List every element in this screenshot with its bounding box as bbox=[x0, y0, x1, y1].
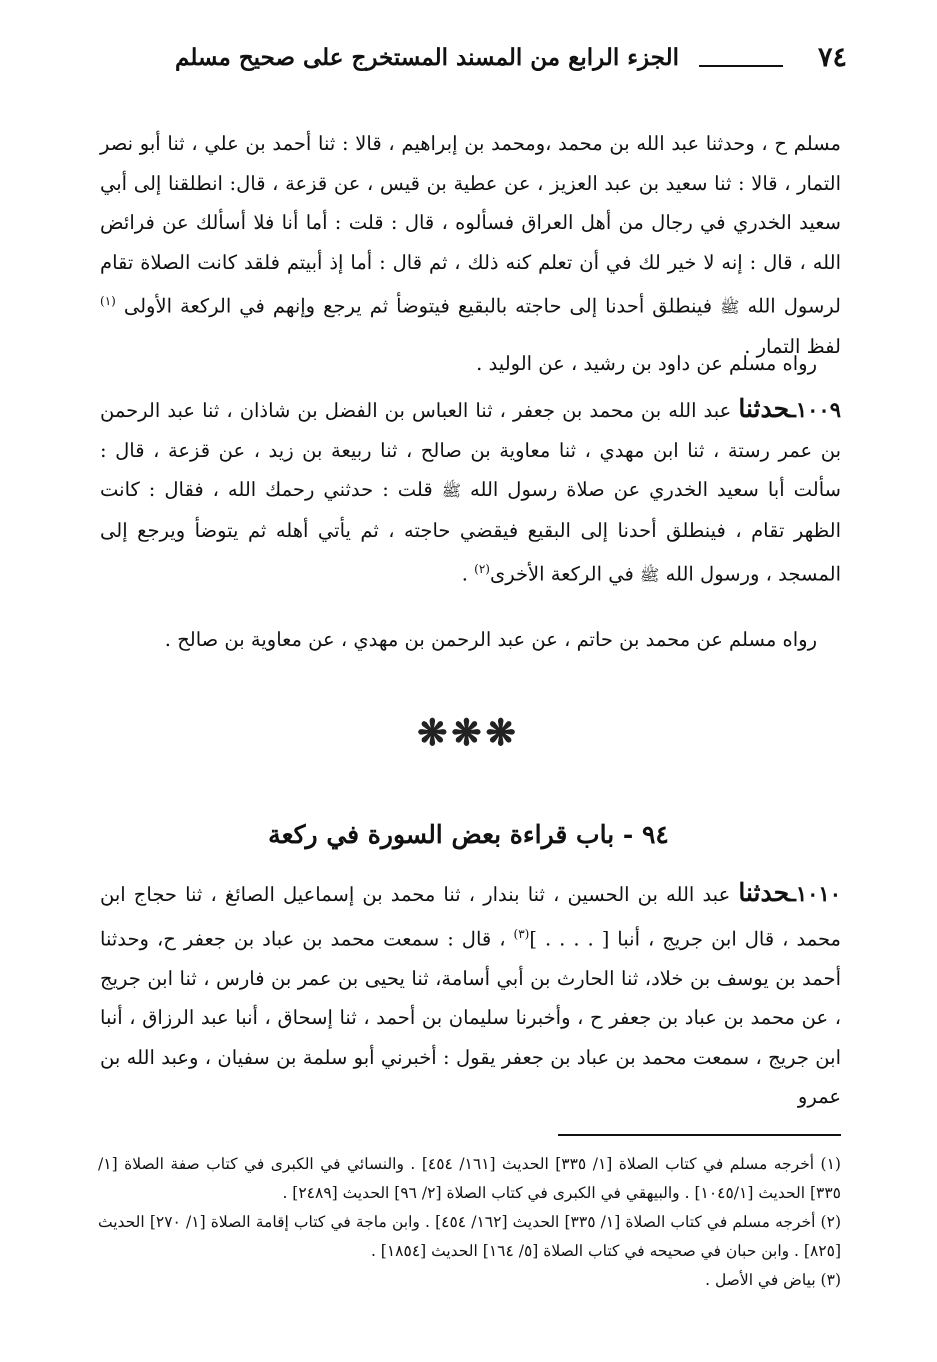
hadith-1010 bbox=[100, 873, 841, 1117]
hadith-text: . bbox=[461, 562, 468, 586]
footnote-ref-1[interactable]: (١) bbox=[100, 294, 116, 308]
footnote-2: (٢) أخرجه مسلم في كتاب الصلاة [١/ ٣٣٥] الحديث [١٦٢/ ٤٥٤] . وابن ماجة في كتاب إقامة الصلاة [١/ ٢٧٠] الحديث [٨٢٥] . وابن حبان في صحيحه في كتاب الصلاة [٥/ ١٦٤] الحديث [١٨٥٤] . bbox=[98, 1213, 841, 1260]
salla-ligature: ﷺ bbox=[640, 565, 660, 585]
hadith-text: عبد الله بن محمد بن جعفر ، ثنا العباس بن الفضل بن شاذان ، ثنا عبد الرحمن بن عمر رستة ، ثنا ابن مهدي ، ثنا معاوية بن صالح ، ثنا ربيعة بن زيد ، عن قزعة ، قال : سألت أبا سعيد الخدري عن صلاة رسول الله bbox=[100, 399, 842, 501]
hadith-text: في الركعة الأخرى bbox=[489, 562, 634, 586]
hadith-number: ١٠٠٩ـ bbox=[789, 397, 841, 422]
hadith-text: لفظ التمار . bbox=[744, 335, 841, 358]
hadith-text: قلت : حدثني رحمك الله ، فقال : كانت الظهر تقام ، فينطلق أحدنا إلى البقيع فيقضي حاجته ، ثم يأتي أهله ثم يتوضأ ويرجع إلى المسجد ، ورسول الله bbox=[100, 478, 841, 586]
hadith-1008-tail bbox=[100, 124, 841, 367]
footnotes bbox=[98, 1150, 841, 1295]
page-number: ٧٤ bbox=[817, 42, 847, 73]
hadith-text: عبد الله بن الحسين ، ثنا بندار ، ثنا محمد بن إسماعيل الصائغ ، ثنا حجاج ابن محمد ، قال ابن جريج ، أنبا [ . . . . ] bbox=[100, 883, 842, 950]
footnote-rule bbox=[558, 1134, 841, 1136]
haddathana-word: حدثنا bbox=[738, 878, 790, 907]
book-title: الجزء الرابع من المسند المستخرج على صحيح مسلم bbox=[175, 44, 679, 71]
hadith-1009 bbox=[100, 389, 841, 595]
footnote-3: (٣) بياض في الأصل . bbox=[705, 1271, 841, 1289]
hadith-text: فينطلق أحدنا إلى حاجته بالبقيع فيتوضأ ثم يرجع وإنهم في الركعة الأولى bbox=[123, 294, 713, 318]
haddathana-word: حدثنا bbox=[738, 394, 790, 423]
section-separator-stars: ❋❋❋ bbox=[417, 712, 520, 754]
footnote-1: (١) أخرجه مسلم في كتاب الصلاة [١/ ٣٣٥] الحديث [١٦١/ ٤٥٤] . والنسائي في الكبرى في كتاب صفة الصلاة [١/ ٣٣٥] الحديث [١٠٤٥/١] . والبيهقي في الكبرى في كتاب الصلاة [٢/ ٩٦] الحديث [٢٤٨٩] . bbox=[98, 1155, 841, 1202]
attribution-line: رواه مسلم عن داود بن رشيد ، عن الوليد . bbox=[476, 352, 817, 375]
footnote-ref-2[interactable]: (٢) bbox=[474, 562, 490, 576]
chapter-heading: ٩٤ - باب قراءة بعض السورة في ركعة bbox=[268, 820, 669, 849]
footnote-ref-3[interactable]: (٣) bbox=[513, 926, 530, 941]
hadith-text: ، قال : سمعت محمد بن عباد بن جعفر ح، وحدثنا أحمد بن يوسف بن خلاد، ثنا الحارث بن أبي أسامة، ثنا يحيى بن عمر بن فارس ، ثنا ابن جريج ، عن محمد بن عباد بن جعفر ح ، وأخبرنا سليمان بن أحمد ، ثنا إسحاق ، أنبا عبد الرزاق ، أنبا ابن جريج ، سمعت محمد بن عباد بن جعفر يقول : أخبرني أبو سلمة بن سفيان ، وعبد الله بن عمرو bbox=[100, 927, 841, 1108]
running-header bbox=[100, 42, 847, 82]
header-rule bbox=[699, 65, 783, 67]
hadith-text: مسلم ح ، وحدثنا عبد الله بن محمد ،ومحمد بن إبراهيم ، قالا : ثنا أحمد بن علي ، ثنا أبو نصر التمار ، قالا : ثنا سعيد بن عبد العزيز ، عن عطية بن قيس ، عن قزعة ، قال: انطلقنا إلى أبي سعيد الخدري في رجال من أهل العراق فسألوه ، قال : قلت : أما أنا فلا أسألك عن فرائض الله ، قال : إنه لا خير لك في أن تعلم كنه ذلك ، ثم قال : أما إذ أبيتم فلقد كانت الصلاة تقام لرسول الله bbox=[100, 132, 841, 318]
attribution-line: رواه مسلم عن محمد بن حاتم ، عن عبد الرحمن بن مهدي ، عن معاوية بن صالح . bbox=[164, 628, 817, 651]
salla-ligature: ﷺ bbox=[441, 481, 462, 500]
hadith-number: ١٠١٠ـ bbox=[789, 881, 841, 906]
salla-ligature: ﷺ bbox=[720, 297, 740, 317]
